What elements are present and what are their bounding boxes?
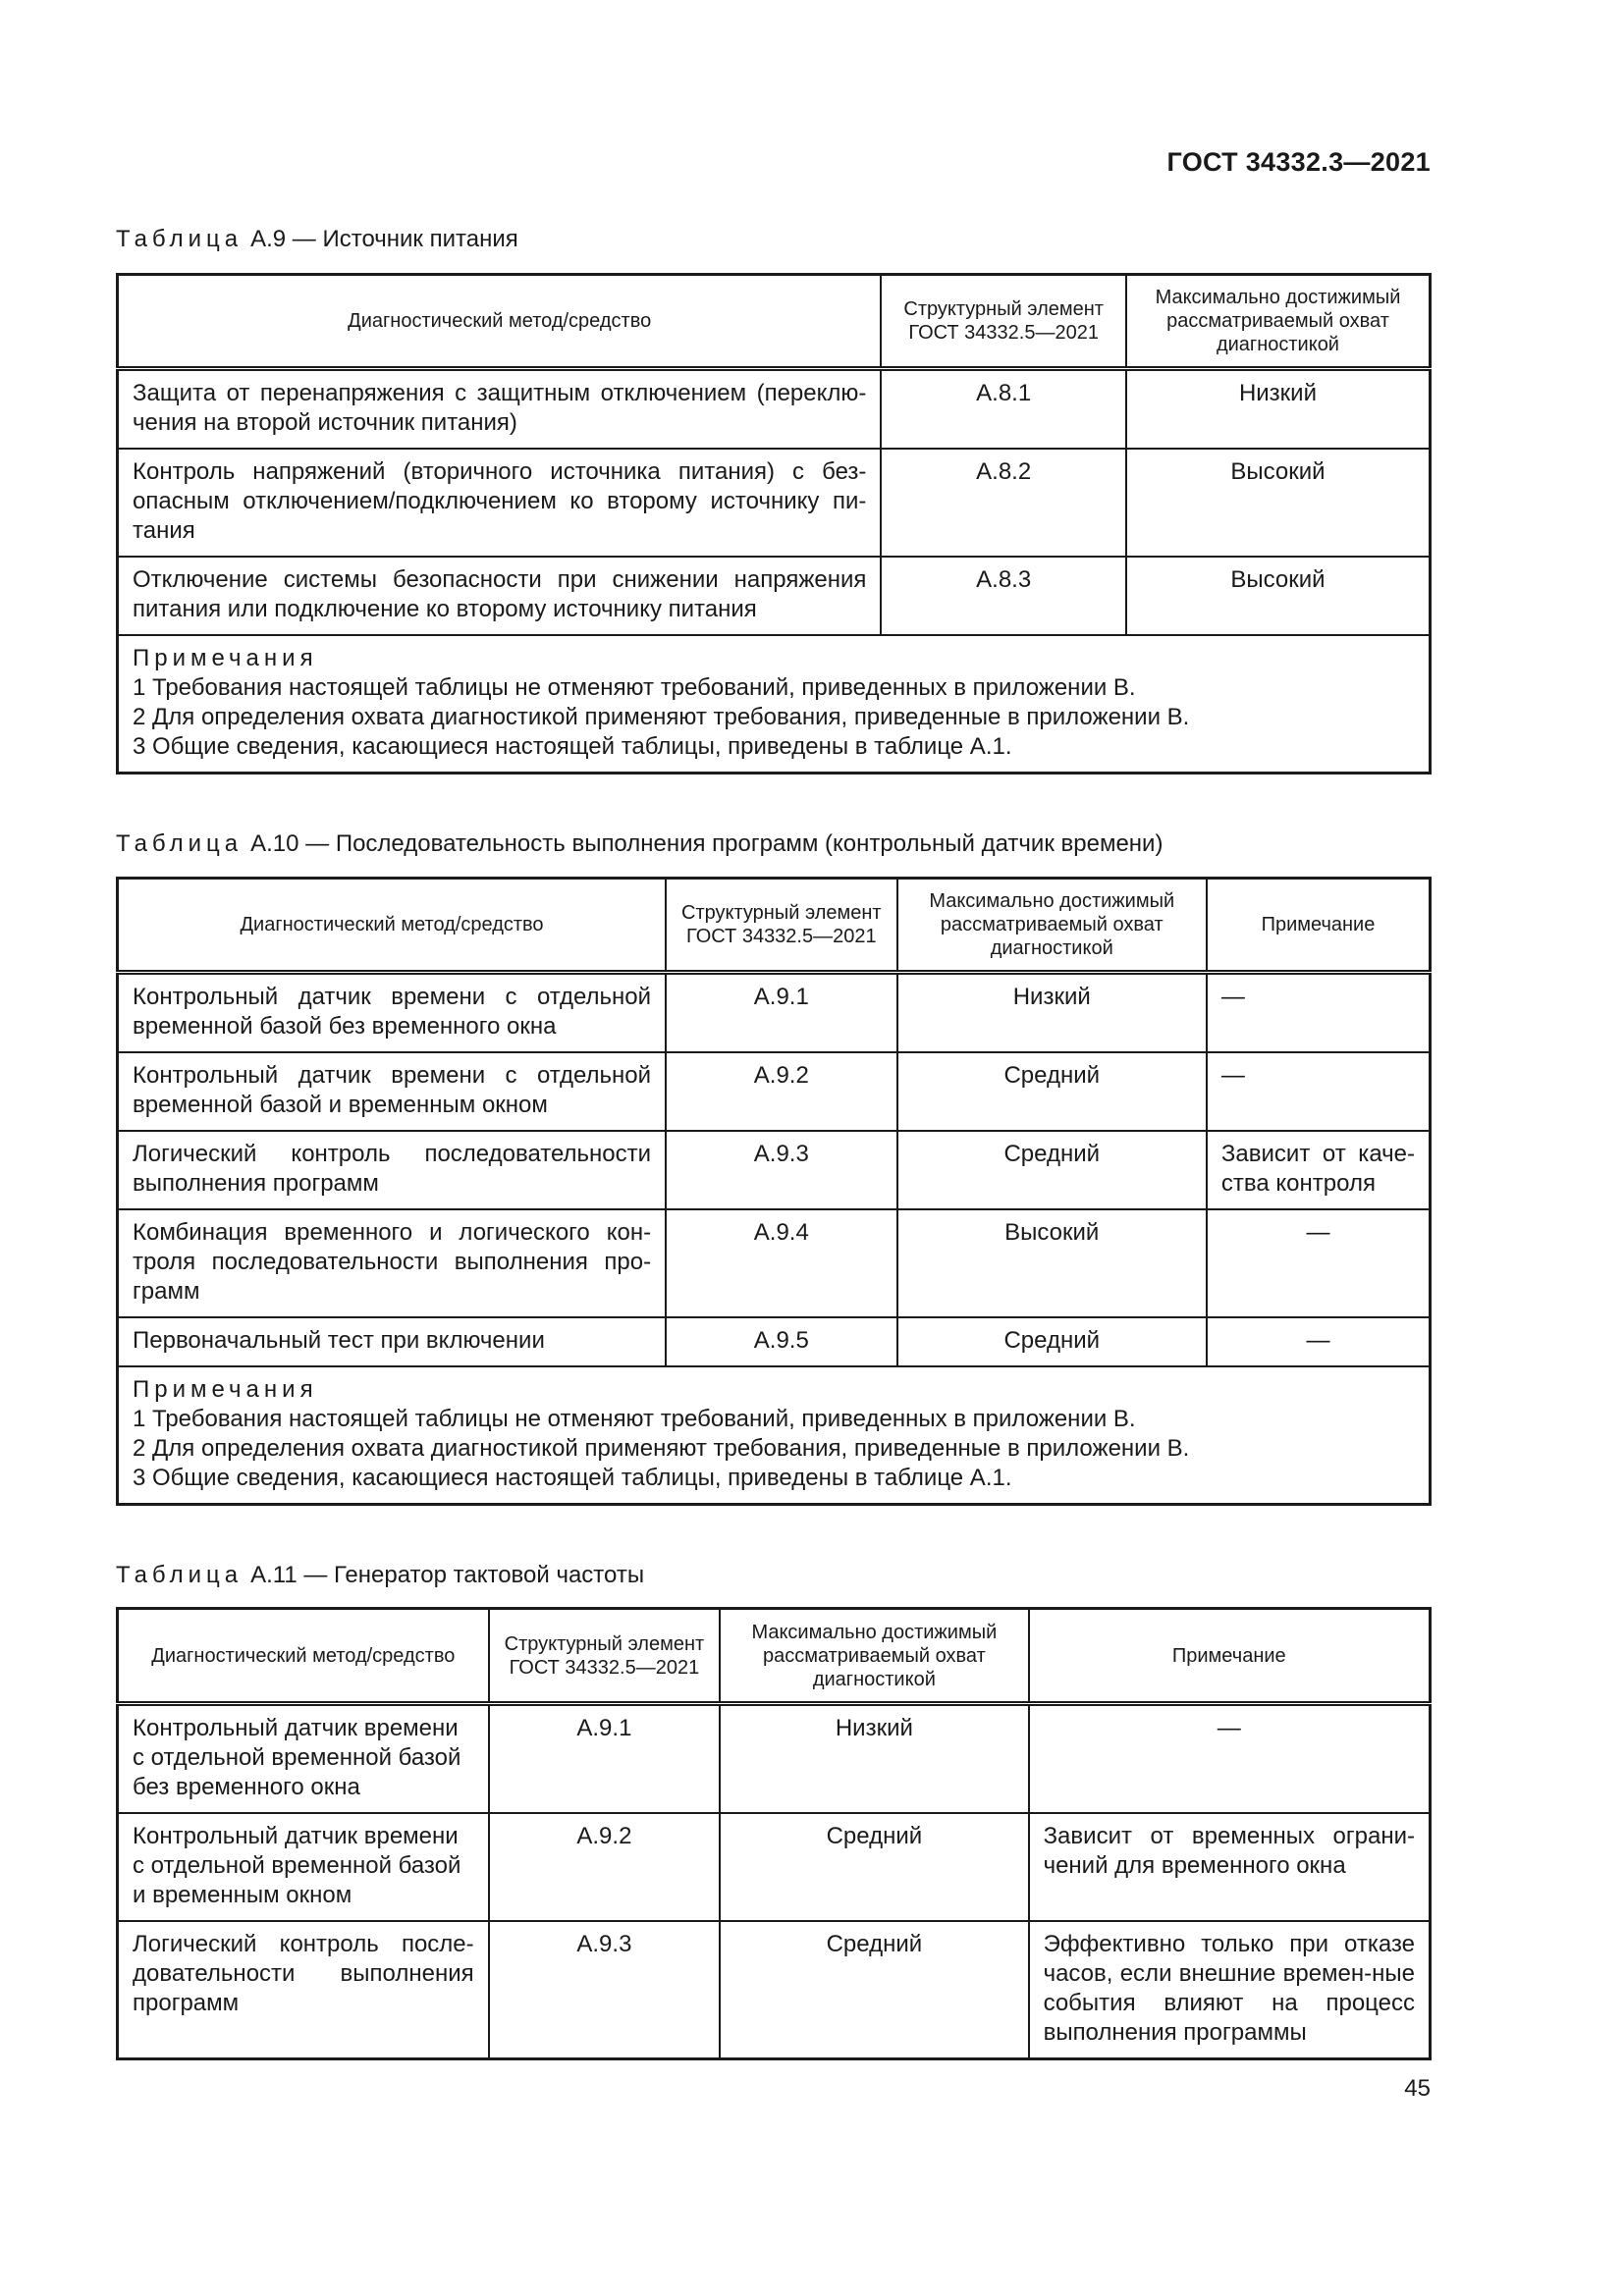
method-cell: Защита от перенапряжения с защитным отключением (переклю-чения на второй источник питания) (118, 369, 882, 450)
document-code: ГОСТ 34332.3—2021 (1166, 147, 1431, 177)
coverage-cell: Средний (897, 1052, 1207, 1131)
table-row (118, 1131, 1431, 1209)
table-a9-caption-text: А.9 — Источник питания (250, 226, 518, 252)
notes-title: Примечания (133, 645, 318, 671)
table-a9-header-row (118, 275, 1431, 369)
coverage-cell: Средний (897, 1131, 1207, 1209)
table-row (118, 557, 1431, 635)
table-row (118, 1813, 1431, 1921)
note-item: 3 Общие сведения, касающиеся настоящей таблицы, приведены в таблице А.1. (133, 733, 1012, 760)
method-cell: Контрольный датчик времени с отдельной временной базой без временного окна (118, 1704, 489, 1814)
element-cell: А.8.2 (881, 449, 1126, 557)
page-number: 45 (1404, 2075, 1431, 2102)
note-cell: — (1207, 1209, 1431, 1317)
element-cell: А.8.3 (881, 557, 1126, 635)
coverage-cell: Низкий (720, 1704, 1028, 1814)
method-cell: Контрольный датчик времени с отдельной временной базой и временным окном (118, 1052, 667, 1131)
note-cell: — (1207, 1052, 1431, 1131)
table-a9 (116, 273, 1432, 774)
note-cell: — (1207, 1317, 1431, 1366)
table-a11-header-row (118, 1609, 1431, 1704)
element-cell: А.9.2 (666, 1052, 897, 1131)
method-cell: Контроль напряжений (вторичного источника питания) с без-опасным отключением/подключением ко второму источнику пи-тания (118, 449, 882, 557)
table-row (118, 449, 1431, 557)
table-a10-header-note: Примечание (1207, 879, 1431, 973)
method-cell: Логический контроль последовательности выполнения программ (118, 1131, 667, 1209)
notes-title: Примечания (133, 1376, 318, 1403)
element-cell: А.8.1 (881, 369, 1126, 450)
note-cell: Эффективно только при отказе часов, если внешние времен-ные события влияют на процесс выполнения программы (1029, 1921, 1431, 2059)
element-cell: А.9.2 (489, 1813, 721, 1921)
table-row (118, 1704, 1431, 1814)
element-cell: А.9.1 (489, 1704, 721, 1814)
table-a11-caption (116, 1562, 644, 1589)
table-a10-header-coverage: Максимально достижимый рассматриваемый охват диагностикой (897, 879, 1207, 973)
table-a9-header-coverage: Максимально достижимый рассматриваемый охват диагностикой (1126, 275, 1431, 369)
table-a9-notes-row (118, 635, 1431, 774)
note-item: 1 Требования настоящей таблицы не отменяют требований, приведенных в приложении В. (133, 674, 1136, 701)
table-a9-header-method: Диагностический метод/средство (118, 275, 882, 369)
table-row (118, 1052, 1431, 1131)
coverage-cell: Средний (720, 1921, 1028, 2059)
coverage-cell: Высокий (1126, 557, 1431, 635)
note-cell: Зависит от временных ограни-чений для временного окна (1029, 1813, 1431, 1921)
table-a10-caption-text: А.10 — Последовательность выполнения программ (контрольный датчик времени) (250, 830, 1164, 857)
table-a9-caption (116, 226, 518, 253)
method-cell: Первоначальный тест при включении (118, 1317, 667, 1366)
table-a9-caption-label: Таблица (116, 226, 244, 252)
table-a10-notes (118, 1366, 1431, 1505)
table-a11-caption-text: А.11 — Генератор тактовой частоты (250, 1562, 645, 1588)
table-a11-header-method: Диагностический метод/средство (118, 1609, 489, 1704)
element-cell: А.9.3 (489, 1921, 721, 2059)
note-item: 1 Требования настоящей таблицы не отменяют требований, приведенных в приложении В. (133, 1406, 1136, 1432)
table-row (118, 1317, 1431, 1366)
table-a10-header-method: Диагностический метод/средство (118, 879, 667, 973)
table-a9-header-element: Структурный элемент ГОСТ 34332.5—2021 (881, 275, 1126, 369)
table-a11-header-coverage: Максимально достижимый рассматриваемый охват диагностикой (720, 1609, 1028, 1704)
method-cell: Контрольный датчик времени с отдельной временной базой без временного окна (118, 973, 667, 1053)
table-row (118, 973, 1431, 1053)
table-a10 (116, 877, 1432, 1506)
table-a11-header-element: Структурный элемент ГОСТ 34332.5—2021 (489, 1609, 721, 1704)
note-item: 2 Для определения охвата диагностикой применяют требования, приведенные в приложении В. (133, 704, 1190, 730)
element-cell: А.9.5 (666, 1317, 897, 1366)
element-cell: А.9.1 (666, 973, 897, 1053)
element-cell: А.9.4 (666, 1209, 897, 1317)
table-row (118, 1209, 1431, 1317)
method-cell: Логический контроль после-довательности выполнения программ (118, 1921, 489, 2059)
table-a9-notes (118, 635, 1431, 774)
method-cell: Контрольный датчик времени с отдельной временной базой и временным окном (118, 1813, 489, 1921)
coverage-cell: Высокий (897, 1209, 1207, 1317)
note-item: 2 Для определения охвата диагностикой применяют требования, приведенные в приложении В. (133, 1435, 1190, 1462)
note-item: 3 Общие сведения, касающиеся настоящей таблицы, приведены в таблице А.1. (133, 1465, 1012, 1491)
coverage-cell: Высокий (1126, 449, 1431, 557)
method-cell: Комбинация временного и логического кон-троля последовательности выполнения про-грамм (118, 1209, 667, 1317)
coverage-cell: Средний (897, 1317, 1207, 1366)
coverage-cell: Низкий (1126, 369, 1431, 450)
table-a10-header-element: Структурный элемент ГОСТ 34332.5—2021 (666, 879, 897, 973)
table-a11 (116, 1607, 1432, 2060)
note-cell: Зависит от каче-ства контроля (1207, 1131, 1431, 1209)
method-cell: Отключение системы безопасности при снижении напряжения питания или подключение ко второму источнику питания (118, 557, 882, 635)
note-cell: — (1029, 1704, 1431, 1814)
coverage-cell: Низкий (897, 973, 1207, 1053)
table-a11-caption-label: Таблица (116, 1562, 244, 1588)
table-a10-notes-row (118, 1366, 1431, 1505)
table-a11-header-note: Примечание (1029, 1609, 1431, 1704)
element-cell: А.9.3 (666, 1131, 897, 1209)
coverage-cell: Средний (720, 1813, 1028, 1921)
table-a10-caption (116, 830, 1163, 858)
table-a10-header-row (118, 879, 1431, 973)
table-row (118, 1921, 1431, 2059)
note-cell: — (1207, 973, 1431, 1053)
table-a10-caption-label: Таблица (116, 830, 244, 857)
table-row (118, 369, 1431, 450)
